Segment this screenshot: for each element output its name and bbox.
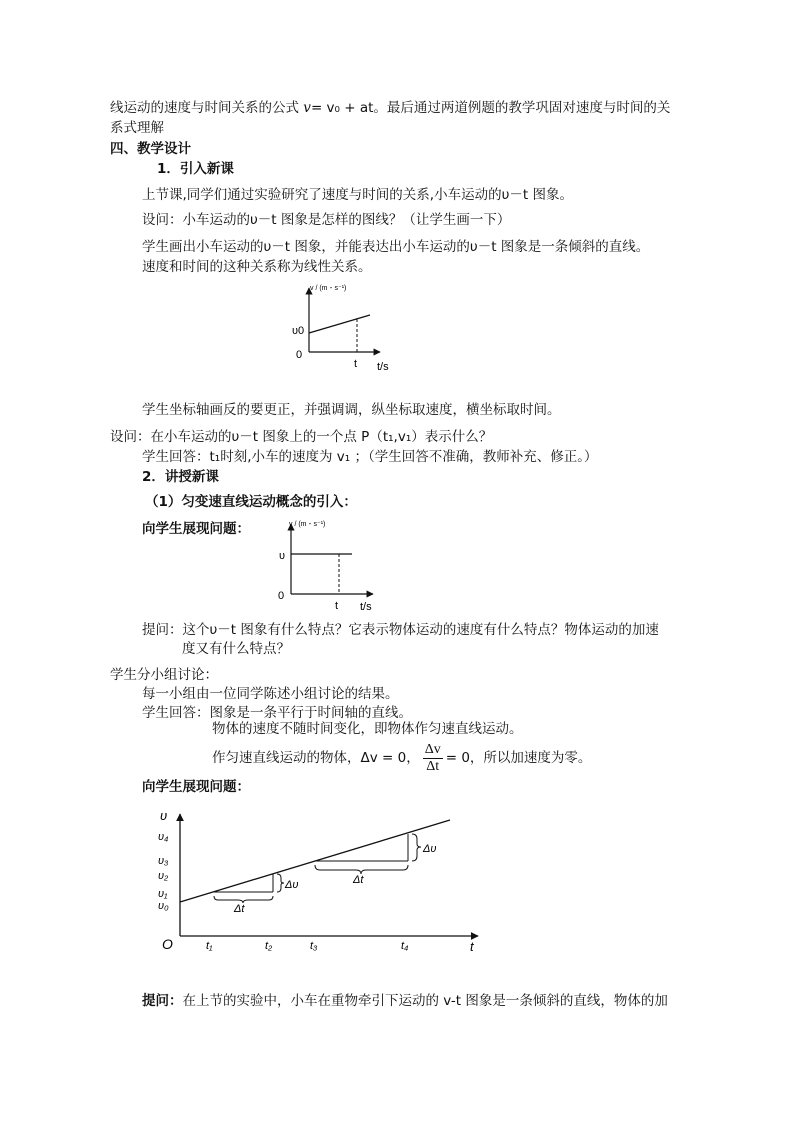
vt-graph-inclined — [280, 280, 390, 375]
x-axis-label: t — [470, 939, 474, 954]
v0-label: υ0 — [292, 325, 305, 337]
t-label: t — [335, 600, 339, 612]
text-line-2: 系式理解 — [110, 120, 164, 136]
origin-label: 0 — [278, 590, 285, 602]
fraction-dv-dt: $\frac{\Delta v}{\Delta t}$ — [424, 741, 441, 774]
x-axis-label: t/s — [377, 361, 389, 373]
paragraph-9: 学生分小组讨论： — [110, 667, 218, 683]
paragraph-10: 每一小组由一位同学陈述小组讨论的结果。 — [142, 686, 399, 702]
dv-brace-1 — [277, 874, 284, 892]
subsection-uniform: （1）匀变速直线运动概念的引入： — [145, 494, 357, 510]
dt-brace-1 — [214, 896, 273, 903]
y-axis-label: υ — [160, 808, 168, 823]
dv-brace-2 — [412, 834, 421, 861]
paragraph-14: 提问：在上节的实验中，小车在重物牵引下运动的 v-t 图象是一条倾斜的直线，物体的加 — [142, 993, 668, 1009]
v4-label: υ₄ — [158, 831, 169, 843]
velocity-line — [309, 315, 370, 333]
v3-label: υ₃ — [158, 855, 169, 867]
dv-label-2: Δυ — [423, 843, 437, 855]
t3-label: t₃ — [310, 940, 318, 952]
t-label: t — [354, 358, 358, 370]
paragraph-8a: 提问：这个υ－t 图象有什么特点？它表示物体运动的速度有什么特点？物体运动的加速 — [142, 622, 659, 638]
subsection-intro: 1．引入新课 — [157, 161, 234, 177]
text-line-1: 线运动的速度与时间关系的公式 v= v₀ + at。最后通过两道例题的教学巩固对速度与时间的关 — [110, 100, 671, 116]
paragraph-2: 设问：小车运动的υ－t 图象是怎样的图线？（让学生画一下） — [142, 212, 511, 228]
y-axis-label: v / (m・s⁻¹) — [289, 521, 326, 528]
paragraph-11: 学生回答：图象是一条平行于时间轴的直线。 — [142, 705, 412, 721]
t2-label: t₂ — [265, 940, 273, 952]
paragraph-13: 作匀速直线运动的物体，Δv = 0， $\frac{\Delta v}{\Delta t}$ = 0，所以加速度为零。 — [212, 741, 592, 774]
vt-graph-delta — [150, 808, 490, 958]
origin-label: O — [162, 936, 173, 952]
paragraph-4: 速度和时间的这种关系称为线性关系。 — [142, 259, 372, 275]
v0-label: υ₀ — [158, 900, 169, 912]
paragraph-7: 学生回答：t₁时刻,小车的速度为 v₁ ；（学生回答不准确，教师补充、修正。） — [142, 449, 598, 465]
formula-rest: = v₀ + at — [310, 100, 374, 116]
paragraph-3: 学生画出小车运动的υ－t 图象，并能表达出小车运动的υ－t 图象是一条倾斜的直线。 — [142, 239, 650, 255]
t1-label: t₁ — [206, 940, 213, 952]
vt-graph-constant — [265, 518, 385, 613]
paragraph-12: 物体的速度不随时间变化，即物体作匀速直线运动。 — [212, 721, 523, 737]
subsection-teach: 2．讲授新课 — [142, 469, 219, 485]
dt-label-2: Δt — [353, 874, 364, 886]
question-heading-1: 向学生展现问题： — [142, 521, 250, 537]
dv-label-1: Δυ — [285, 879, 299, 891]
paragraph-6: 设问：在小车运动的υ－t 图象上的一个点 P（t₁,v₁）表示什么？ — [110, 429, 493, 445]
paragraph-8b: 度又有什么特点？ — [182, 641, 290, 657]
y-axis-label: v / (m・s⁻¹) — [310, 285, 347, 292]
origin-label: 0 — [296, 349, 303, 361]
v1-label: υ₁ — [158, 888, 168, 900]
question-heading-2: 向学生展现问题： — [142, 779, 250, 795]
paragraph-5: 学生坐标轴画反的要更正，并强调调，纵坐标取速度，横坐标取时间。 — [142, 402, 561, 418]
v2-label: υ₂ — [158, 870, 169, 882]
x-axis-label: t/s — [360, 601, 372, 613]
formula-v: v — [303, 100, 311, 116]
v-label: υ — [279, 550, 286, 562]
paragraph-1: 上节课,同学们通过实验研究了速度与时间的关系,小车运动的υ－t 图象。 — [142, 187, 573, 203]
t4-label: t₄ — [401, 940, 409, 952]
dt-label-1: Δt — [234, 903, 245, 915]
dt-brace-2 — [315, 865, 408, 874]
section-heading: 四、教学设计 — [110, 141, 191, 157]
